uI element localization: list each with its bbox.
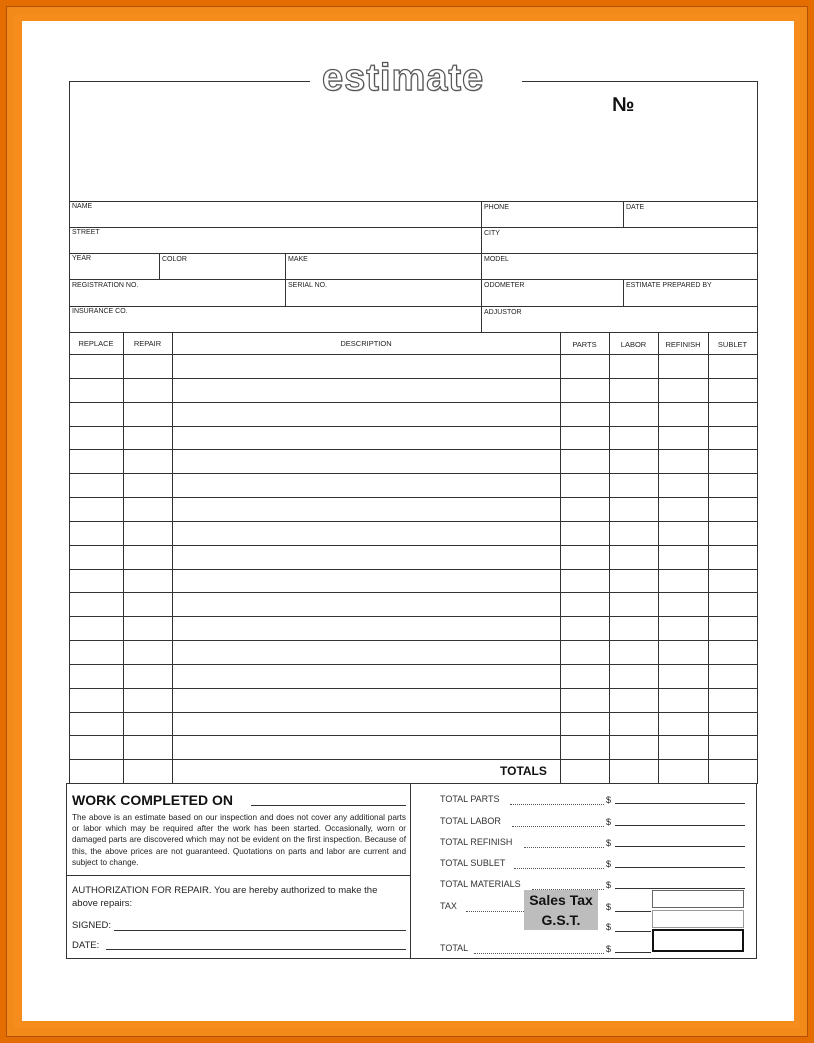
table-row[interactable]	[69, 640, 757, 664]
color-field-label: COLOR	[162, 256, 187, 263]
header-right-border	[757, 81, 758, 333]
table-row[interactable]	[69, 759, 757, 783]
table-row[interactable]	[69, 592, 757, 616]
column-header-labor: LABOR	[620, 340, 647, 349]
total-value-line[interactable]	[615, 952, 651, 953]
title-rule-left	[70, 81, 310, 82]
tax-label: TAX	[440, 901, 457, 911]
total-sublet-value-line[interactable]	[615, 867, 745, 868]
table-row[interactable]	[69, 688, 757, 712]
column-header-replace: REPLACE	[78, 339, 114, 348]
leader-dots	[524, 846, 604, 848]
serial-field-label: SERIAL NO.	[288, 282, 328, 289]
leader-dots	[474, 952, 604, 954]
col-line	[623, 201, 624, 227]
grand-total-box[interactable]	[652, 929, 744, 952]
currency-sign: $	[606, 838, 612, 848]
form-title: estimate	[322, 57, 485, 99]
table-row[interactable]	[69, 712, 757, 736]
title-rule-right	[522, 81, 758, 82]
insurance-field-label: INSURANCE CO.	[72, 308, 128, 315]
column-header-description: DESCRIPTION	[340, 339, 392, 348]
leader-dots	[510, 803, 604, 805]
date-label: DATE:	[72, 940, 100, 951]
work-completed-heading: WORK COMPLETED ON	[72, 792, 233, 808]
date-line[interactable]	[106, 949, 406, 950]
leader-dots	[512, 825, 604, 827]
currency-sign: $	[606, 880, 612, 890]
make-field-label: MAKE	[288, 256, 308, 263]
row-line	[69, 253, 758, 254]
currency-sign: $	[606, 817, 612, 827]
leader-dots	[514, 867, 604, 869]
total-parts-label: TOTAL PARTS	[440, 794, 500, 804]
table-row[interactable]	[69, 664, 757, 688]
row-line	[69, 201, 758, 202]
registration-field-label: REGISTRATION NO.	[72, 282, 139, 289]
name-field-label: NAME	[72, 203, 93, 210]
sales-tax-value-line[interactable]	[615, 911, 651, 912]
col-line	[623, 279, 624, 306]
table-row[interactable]	[69, 616, 757, 640]
table-row[interactable]	[69, 545, 757, 569]
signature-line[interactable]	[114, 930, 406, 931]
table-row[interactable]	[69, 521, 757, 545]
table-row[interactable]	[69, 378, 757, 402]
authorization-text: AUTHORIZATION FOR REPAIR. You are hereby authorized to make the above repairs:	[72, 885, 378, 909]
table-row[interactable]	[69, 354, 757, 378]
total-labor-label: TOTAL LABOR	[440, 816, 501, 826]
col-line	[481, 201, 482, 332]
currency-sign: $	[606, 859, 612, 869]
col-line	[285, 253, 286, 306]
column-header-parts: PARTS	[572, 340, 597, 349]
leader-dots	[466, 910, 524, 912]
gst-box[interactable]	[652, 910, 744, 928]
prepared-by-field-label: ESTIMATE PREPARED BY	[626, 282, 712, 289]
adjustor-field-label: ADJUSTOR	[484, 309, 522, 316]
odometer-field-label: ODOMETER	[484, 282, 525, 289]
disclaimer-text: The above is an estimate based on our inspection and does not cover any additional parts or labor which may be required after the work has been started. Occasionally, worn or damaged parts are discovered which may not be evident on the first inspection. Because of this, the above prices are not guaranteed. Quotations on parts and labor are current and subject to change.	[72, 813, 406, 867]
gst-value-line[interactable]	[615, 931, 651, 932]
sales-tax-box[interactable]	[652, 890, 744, 908]
totals-label: TOTALS	[500, 764, 547, 778]
date-field-label: DATE	[626, 204, 645, 211]
total-refinish-label: TOTAL REFINISH	[440, 837, 513, 847]
street-field-label: STREET	[72, 229, 100, 236]
table-row[interactable]	[69, 497, 757, 521]
column-header-refinish: REFINISH	[665, 340, 701, 349]
gst-stamp-text: G.S.T.	[541, 912, 581, 928]
table-row[interactable]	[69, 473, 757, 497]
tax-stamp	[524, 890, 598, 930]
table-row-line	[66, 783, 758, 784]
table-row[interactable]	[69, 735, 757, 759]
row-line	[69, 227, 758, 228]
column-header-repair: REPAIR	[133, 339, 162, 348]
currency-sign: $	[606, 944, 612, 954]
table-column-line	[757, 332, 758, 783]
total-label: TOTAL	[440, 943, 469, 953]
total-sublet-label: TOTAL SUBLET	[440, 858, 506, 868]
header-left-border	[69, 81, 70, 333]
column-header-sublet: SUBLET	[717, 340, 748, 349]
total-materials-label: TOTAL MATERIALS	[440, 879, 521, 889]
summary-divider	[410, 783, 411, 959]
total-materials-value-line[interactable]	[615, 888, 745, 889]
currency-sign: $	[606, 922, 612, 932]
phone-field-label: PHONE	[484, 204, 509, 211]
sales-tax-stamp-text: Sales Tax	[529, 892, 593, 908]
total-refinish-value-line[interactable]	[615, 846, 745, 847]
year-field-label: YEAR	[72, 255, 92, 262]
city-field-label: CITY	[484, 230, 500, 237]
currency-sign: $	[606, 902, 612, 912]
total-labor-value-line[interactable]	[615, 825, 745, 826]
table-row[interactable]	[69, 569, 757, 593]
total-parts-value-line[interactable]	[615, 803, 745, 804]
estimate-number-label: №	[612, 94, 635, 116]
col-line	[159, 253, 160, 279]
table-row[interactable]	[69, 449, 757, 473]
work-completed-date-line[interactable]	[251, 805, 406, 806]
section-divider	[66, 875, 410, 876]
table-row[interactable]	[69, 402, 757, 426]
signed-label: SIGNED:	[72, 920, 112, 931]
table-row[interactable]	[69, 426, 757, 450]
model-field-label: MODEL	[484, 256, 509, 263]
row-line	[69, 306, 758, 307]
row-line	[69, 279, 758, 280]
currency-sign: $	[606, 795, 612, 805]
